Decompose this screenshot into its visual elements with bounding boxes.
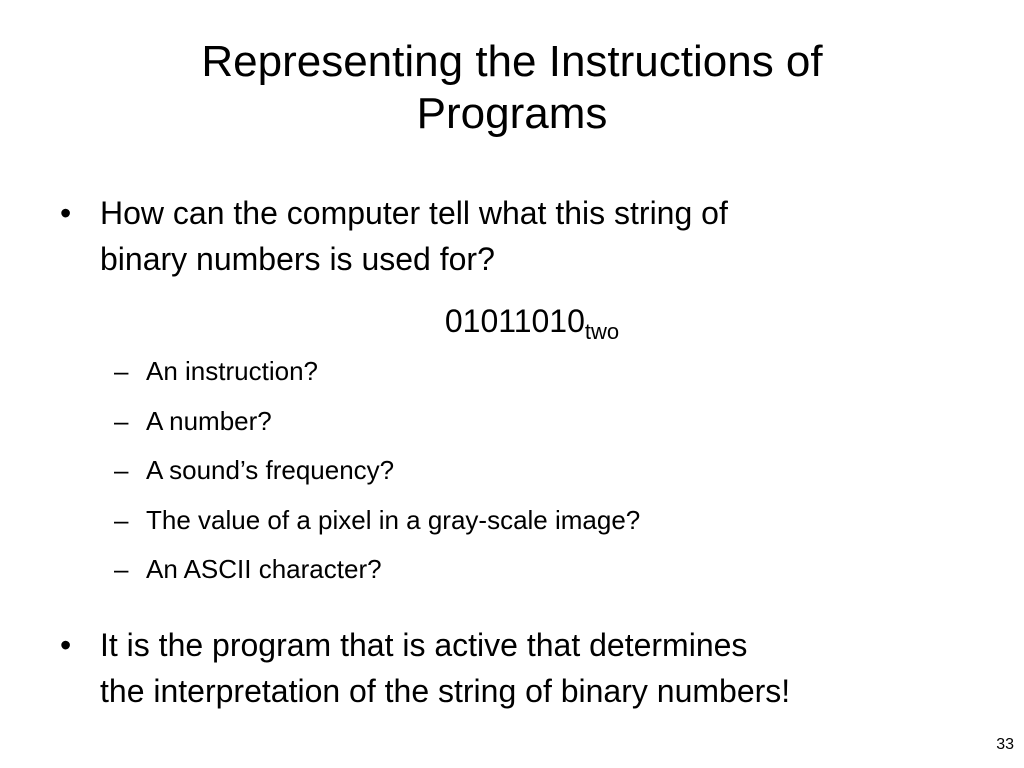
bullet-mark: • xyxy=(60,627,72,663)
bullet-line-2: the interpretation of the string of binary numbers! xyxy=(100,673,791,709)
title-line-2: Programs xyxy=(416,89,608,138)
dash-mark: – xyxy=(114,356,129,386)
dash-mark: – xyxy=(114,504,129,535)
list-item xyxy=(114,454,974,504)
bullet-text xyxy=(100,190,980,282)
dash-mark: – xyxy=(114,455,129,485)
binary-number xyxy=(0,298,1024,355)
list-item xyxy=(114,504,974,554)
list-item xyxy=(114,553,974,603)
binary-base-subscript: two xyxy=(584,319,620,344)
slide-title xyxy=(0,36,1024,140)
list-item-text: A sound’s frequency? xyxy=(146,455,395,485)
list-item-text: An ASCII character? xyxy=(146,554,382,584)
bullet-mark: • xyxy=(60,195,72,231)
bullet-line-1: How can the computer tell what this string of xyxy=(100,195,728,231)
interpretation-list xyxy=(114,355,974,603)
bullet-conclusion xyxy=(60,622,980,714)
bullet-text xyxy=(100,622,980,714)
list-item-text: An instruction? xyxy=(146,356,318,386)
binary-digits: 01011010 xyxy=(444,303,585,339)
dash-mark: – xyxy=(114,554,129,584)
bullet-line-1: It is the program that is active that determines xyxy=(100,627,748,663)
title-line-1: Representing the Instructions of xyxy=(201,37,823,86)
slide-number: 33 xyxy=(996,736,1014,753)
list-item-text: A number? xyxy=(146,405,272,436)
dash-mark: – xyxy=(114,405,129,436)
list-item xyxy=(114,405,974,455)
bullet-line-2: binary numbers is used for? xyxy=(100,241,495,277)
list-item-text: The value of a pixel in a gray-scale image? xyxy=(146,504,641,535)
bullet-question xyxy=(60,190,980,282)
list-item xyxy=(114,355,974,405)
